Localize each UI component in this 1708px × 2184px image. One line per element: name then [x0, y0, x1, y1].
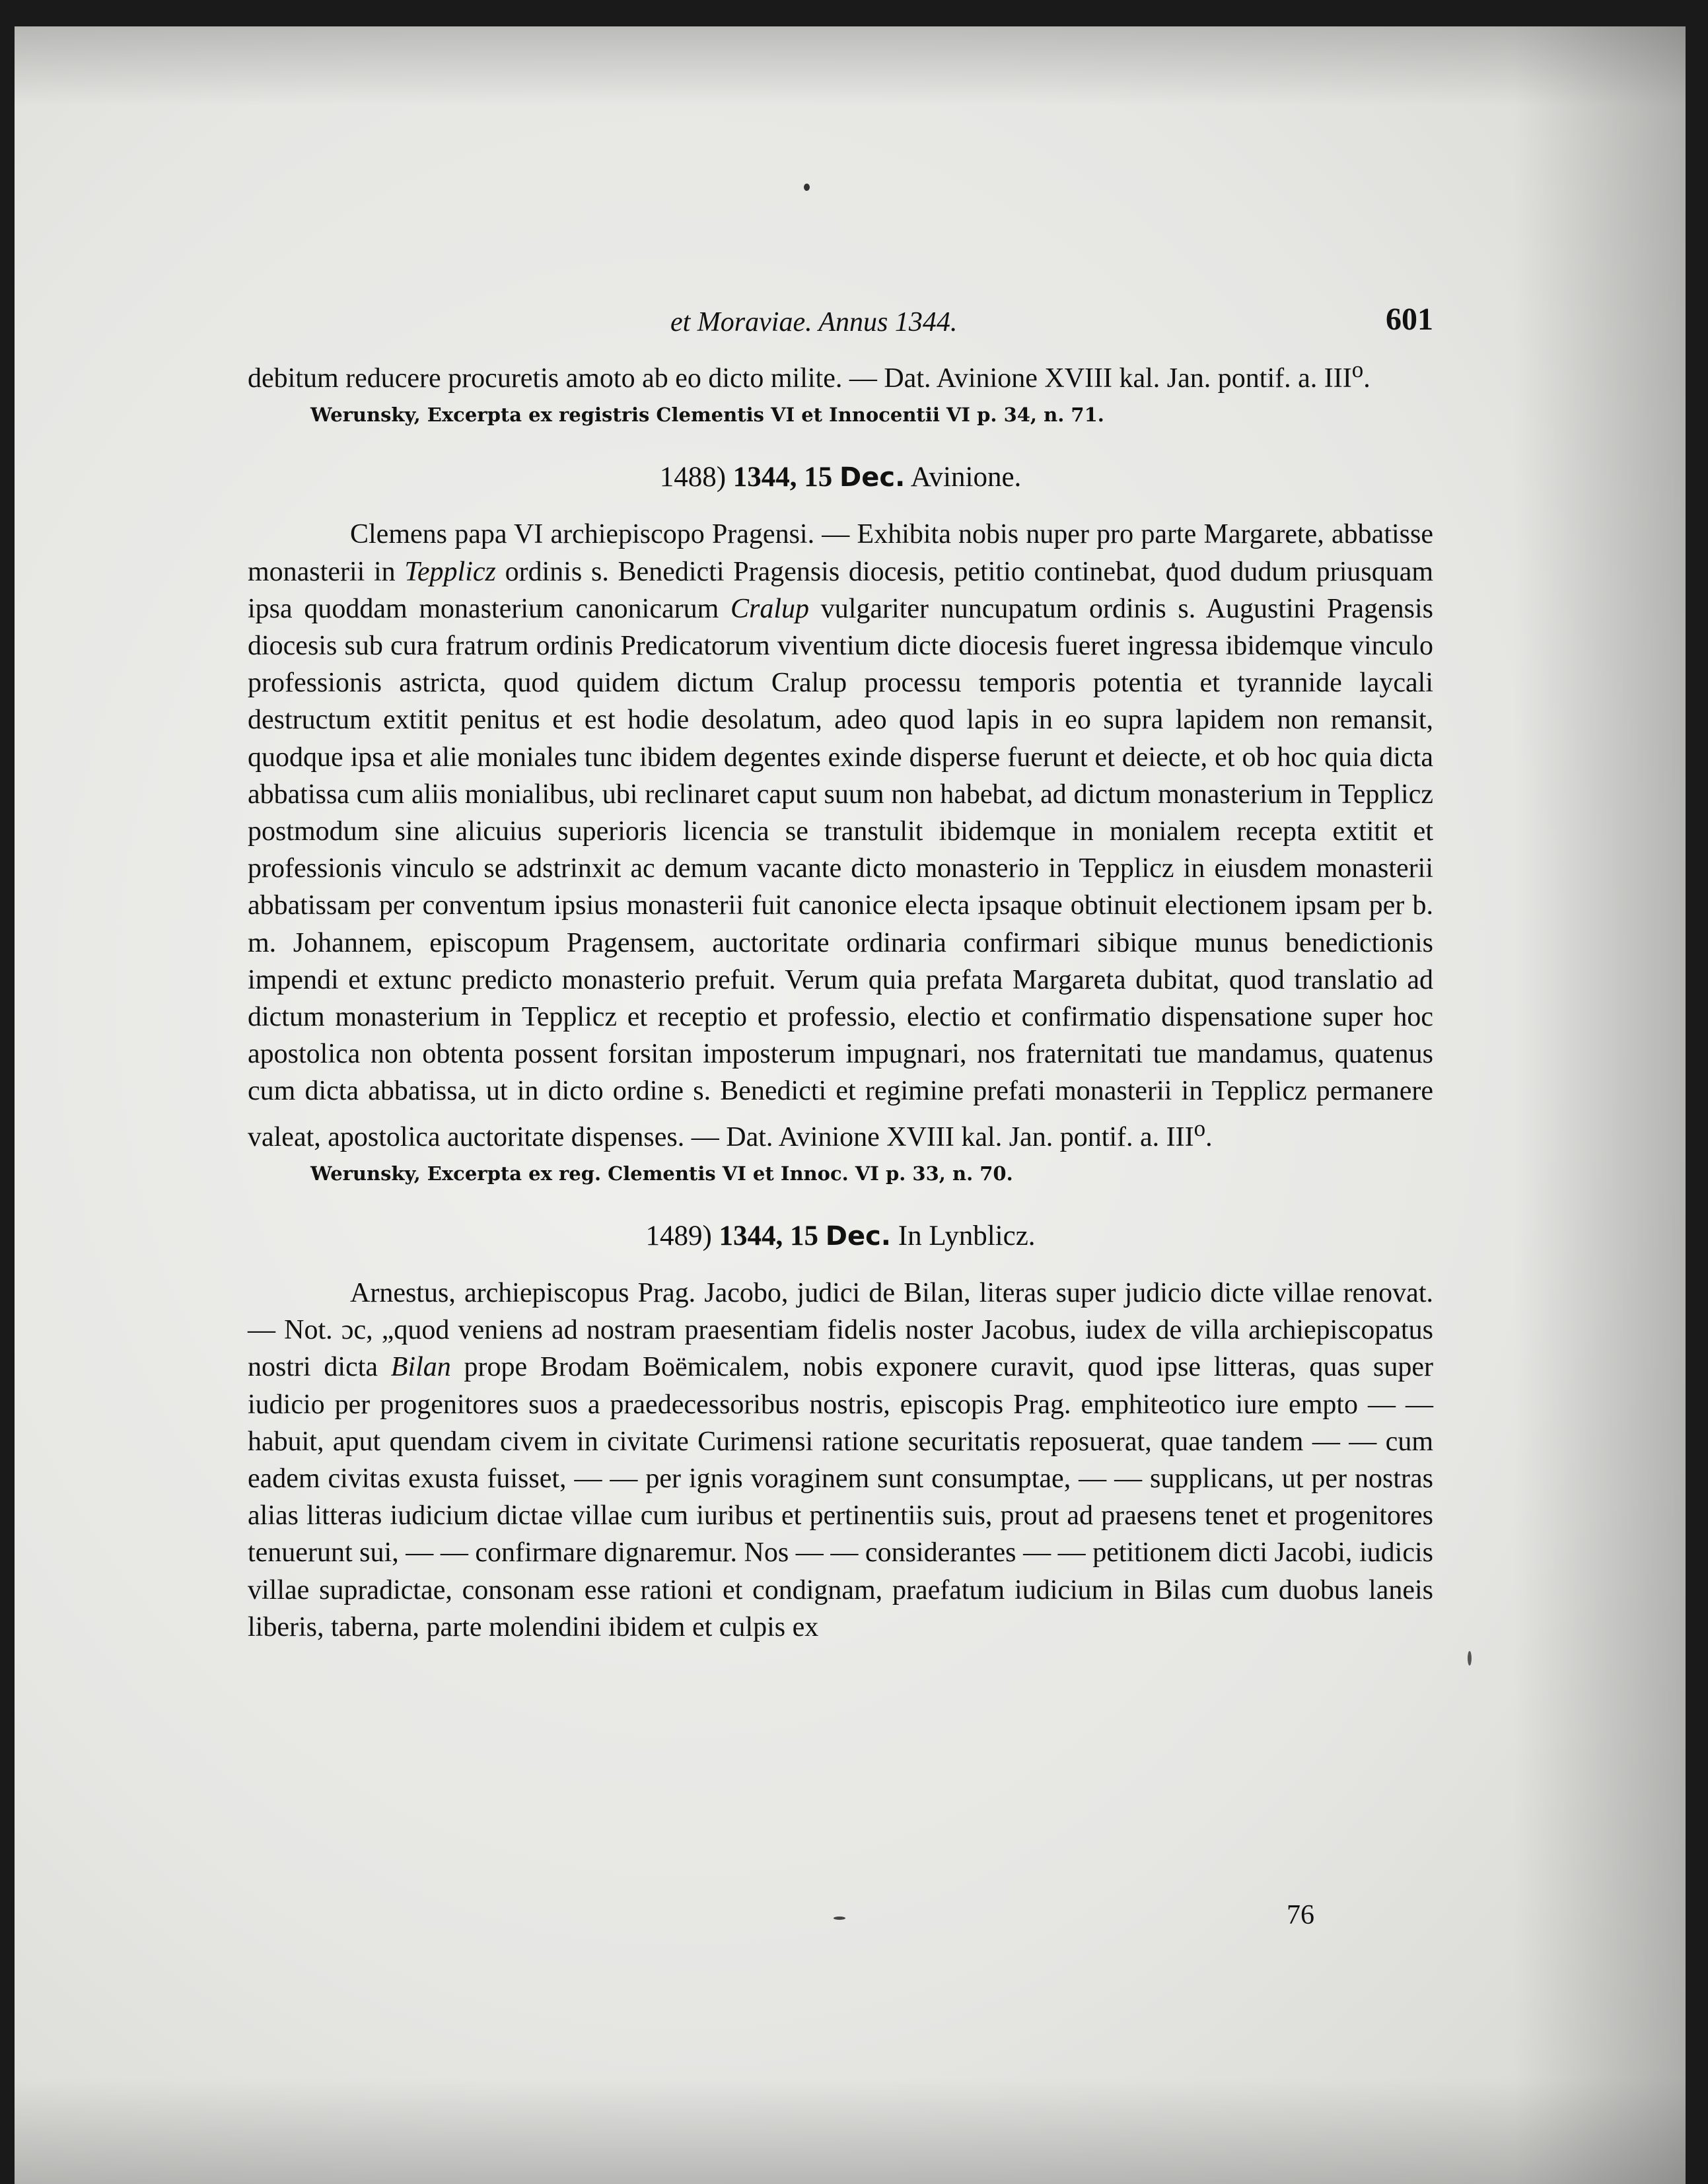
running-head	[248, 304, 1433, 350]
entry-1489-heading	[248, 1218, 1433, 1255]
body-text: Arnestus, archiepiscopus Prag. Jacobo, judici de Bilan, literas super judicio dicte villae renovat. — Not. ɔc, „quod veniens ad nostram praesentiam fidelis noster Jacobus, iudex de villa archiepiscopatus nostri dicta	[248, 1278, 1433, 1383]
entry-number: 1489)	[645, 1220, 712, 1251]
entry-date: 1344, 15	[732, 462, 833, 493]
entry-date: 1344, 15	[719, 1220, 819, 1251]
page-text	[248, 302, 1434, 1930]
page-shadow-right	[1514, 26, 1686, 2184]
running-title: et Moraviae. Annus 1344.	[670, 307, 958, 337]
place-name: Tepplicz	[404, 556, 496, 587]
entry-month: Dec.	[825, 1220, 892, 1251]
body-text: vulgariter nuncupatum ordinis s. Augustini Pragensis diocesis sub cura fratrum ordinis Predicatorum viventium dicte diocesis fueret ingressa ibidemque vinculo professionis astricta, quod quidem dictum Cralup processu temporis potentia et tyrannide laycali destructum extitit penitus et est hodie desolatum, adeo quod lapis in eo supra lapidem non remansit, quodque ipsa et alie moniales tunc ibidem degentes exinde disperse fuerunt et deiecte, et ob hoc quia dicta abbatissa cum aliis monialibus, ubi reclinaret caput suum non habebat, ad dictum monasterium in Tepplicz postmodum sine alicuius superioris licencia se transtulit ibidemque in monialem recepta extitit et professionis vinculo se adstrinxit ac demum vacante dicto monasterio in Tepplicz in eiusdem monasterii abbatissam per conventum ipsius monasterii fuit canonice electa ipsaque obtinuit electionem ipsam per b. m. Johannem, episcopum Pragensem, auctoritate ordinaria confirmari sibique munus benedictionis impendi et extunc predicto monasterio prefuit. Verum quia prefata Margareta dubitat, quod translatio ad dictum monasterium in Tepplicz et receptio et professio, electio et confirmatio dispensatione super hoc apostolica non obtenta possent forsitan imposterum impugnari, nos fraternitati tue mandamus, quatenus cum dicta abbatissa, ut in dicto ordine s. Benedicti et regimine prefati monasterii in Tepplicz permanere valeat, apostolica auctoritate dispenses. — Dat. Avinione XVIII kal. Jan. pontif. a. III	[248, 593, 1434, 1152]
scan-speck	[1468, 1651, 1472, 1666]
scan-speck	[804, 184, 810, 191]
page-shadow-top	[15, 26, 1686, 106]
signature-mark: 76	[1287, 1900, 1314, 1930]
place-name: Cralup	[730, 593, 810, 624]
page-shadow-bottom	[15, 2078, 1686, 2184]
entry-month: Dec.	[839, 462, 906, 493]
entry-1488-source: Werunsky, Excerpta ex reg. Clementis VI et Innoc. VI p. 33, n. 70.	[310, 1162, 1013, 1185]
ordinal-mark: o	[1351, 357, 1364, 382]
fragment-end: .	[1363, 363, 1370, 394]
body-text: prope Brodam Boëmicalem, nobis exponere curavit, quod ipse litteras, quas super iudicio per progenitores suos a praedecessoribus nostris, episcopis Prag. emphiteotico iure empto — — habuit, aput quendam civem in civitate Curimensi ratione securitatis reposuerat, quae tandem — — cum eadem civitas exusta fuisset, — — per ignis voraginem sunt consumptae, — — supplicans, ut per nostras alias litteras iudicium dictae villae cum iuribus et pertinentiis suis, prout ad praesens tenet et progenitores tenuerunt sui, — — confirmare dignaremur. Nos — — considerantes — — petitionem dicti Jacobi, iudicis villae supradictae, consonam esse rationi et condignam, praefatum iudicium in Bilas cum duobus laneis liberis, taberna, parte molendini ibidem et culpis ex	[248, 1352, 1434, 1642]
body-text: Clemens papa VI archiepiscopo Pragensi. — Exhibita nobis nuper pro parte Margarete, abbatisse monasterii in	[248, 519, 1433, 587]
body-end: .	[1205, 1121, 1213, 1152]
entry-1488-body	[248, 516, 1433, 1155]
fragment-text: debitum reducere procuretis amoto ab eo dicto milite. — Dat. Avinione XVIII kal. Jan. pontif. a. III	[248, 363, 1352, 394]
scan-speck	[834, 1917, 845, 1920]
ordinal-mark: o	[1193, 1115, 1206, 1141]
entry-1488-heading	[248, 459, 1433, 496]
body-text: ordinis s. Benedicti Pragensis diocesis, petitio continebat, quod dudum priusquam ipsa quoddam monasterium canonicarum	[248, 556, 1434, 624]
entry-1489-body	[248, 1275, 1433, 1646]
entry-number: 1488)	[659, 462, 727, 493]
page-number: 601	[1386, 302, 1433, 337]
entry-place: In Lynblicz.	[898, 1220, 1036, 1251]
fragment-paragraph	[248, 351, 1433, 397]
fragment-source: Werunsky, Excerpta ex registris Clementis VI et Innocentii VI p. 34, n. 71.	[310, 404, 1104, 427]
place-name: Bilan	[390, 1352, 451, 1383]
scanned-page	[15, 26, 1686, 2184]
entry-place: Avinione.	[910, 462, 1022, 493]
